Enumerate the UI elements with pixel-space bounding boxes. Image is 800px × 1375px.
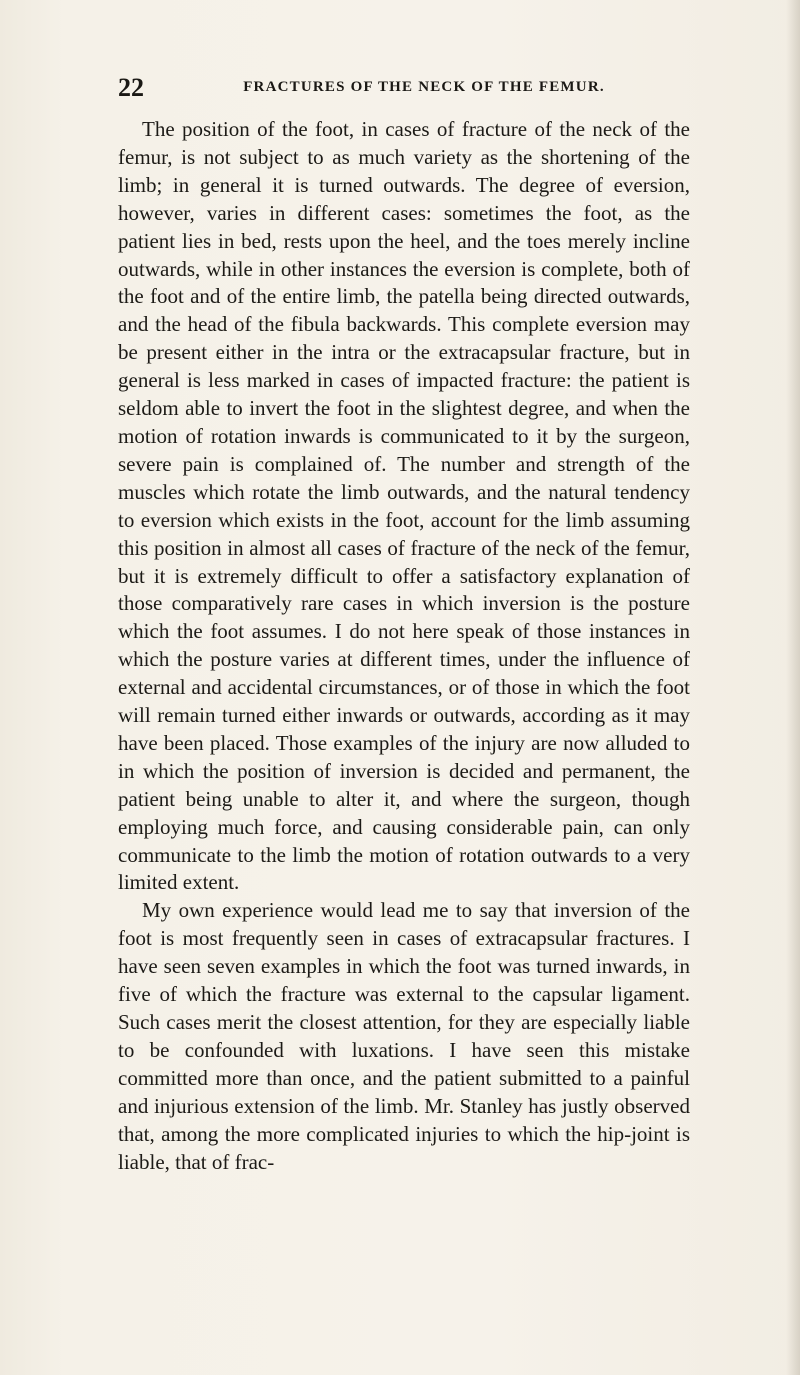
page-number: 22 <box>118 73 144 102</box>
paragraph-1: The position of the foot, in cases of fracture of the neck of the femur, is not subject to as much variety as the shortening of the limb; in general it is turned outwards. The degree of eversion, however, varies in different cases: sometimes the foot, as the patient lies in bed, rests upon the heel, and the toes merely incline outwards, while in other instances the eversion is complete, both of the foot and of the entire limb, the patella being directed outwards, and the head of the fibula backwards. This complete eversion may be present either in the intra or the extracapsular fracture, but in general is less marked in cases of impacted fracture: the patient is seldom able to invert the foot in the slightest degree, and when the motion of rotation inwards is communicated to it by the surgeon, severe pain is complained of. The number and strength of the muscles which rotate the limb outwards, and the natural tendency to eversion which exists in the foot, account for the limb assuming this position in almost all cases of fracture of the neck of the femur, but it is extremely difficult to offer a satisfactory explanation of those comparatively rare cases in which inversion is the posture which the foot assumes. I do not here speak of those instances in which the posture varies at different times, under the influence of external and accidental circumstances, or of those in which the foot will remain turned either inwards or outwards, according as it may have been placed. Those examples of the injury are now alluded to in which the position of inversion is decided and permanent, the patient being unable to alter it, and where the surgeon, though employing much force, and causing considerable pain, can only communicate to the limb the motion of rotation outwards to a very limited extent. <box>118 117 690 895</box>
running-title: FRACTURES OF THE NECK OF THE FEMUR. <box>243 79 605 95</box>
paragraph-2: My own experience would lead me to say that inversion of the foot is most frequently seen in cases of extracapsular fractures. I have seen seven examples in which the foot was turned inwards, in five of which the fracture was external to the capsular ligament. Such cases merit the closest attention, for they are especially liable to be confounded with luxations. I have seen this mistake committed more than once, and the patient submitted to a painful and injurious extension of the limb. Mr. Stanley has justly observed that, among the more complicated injuries to which the hip-joint is liable, that of frac- <box>118 898 690 1174</box>
page-edge-shadow <box>786 0 800 1375</box>
page-header <box>118 74 690 102</box>
body-text <box>118 116 690 1176</box>
